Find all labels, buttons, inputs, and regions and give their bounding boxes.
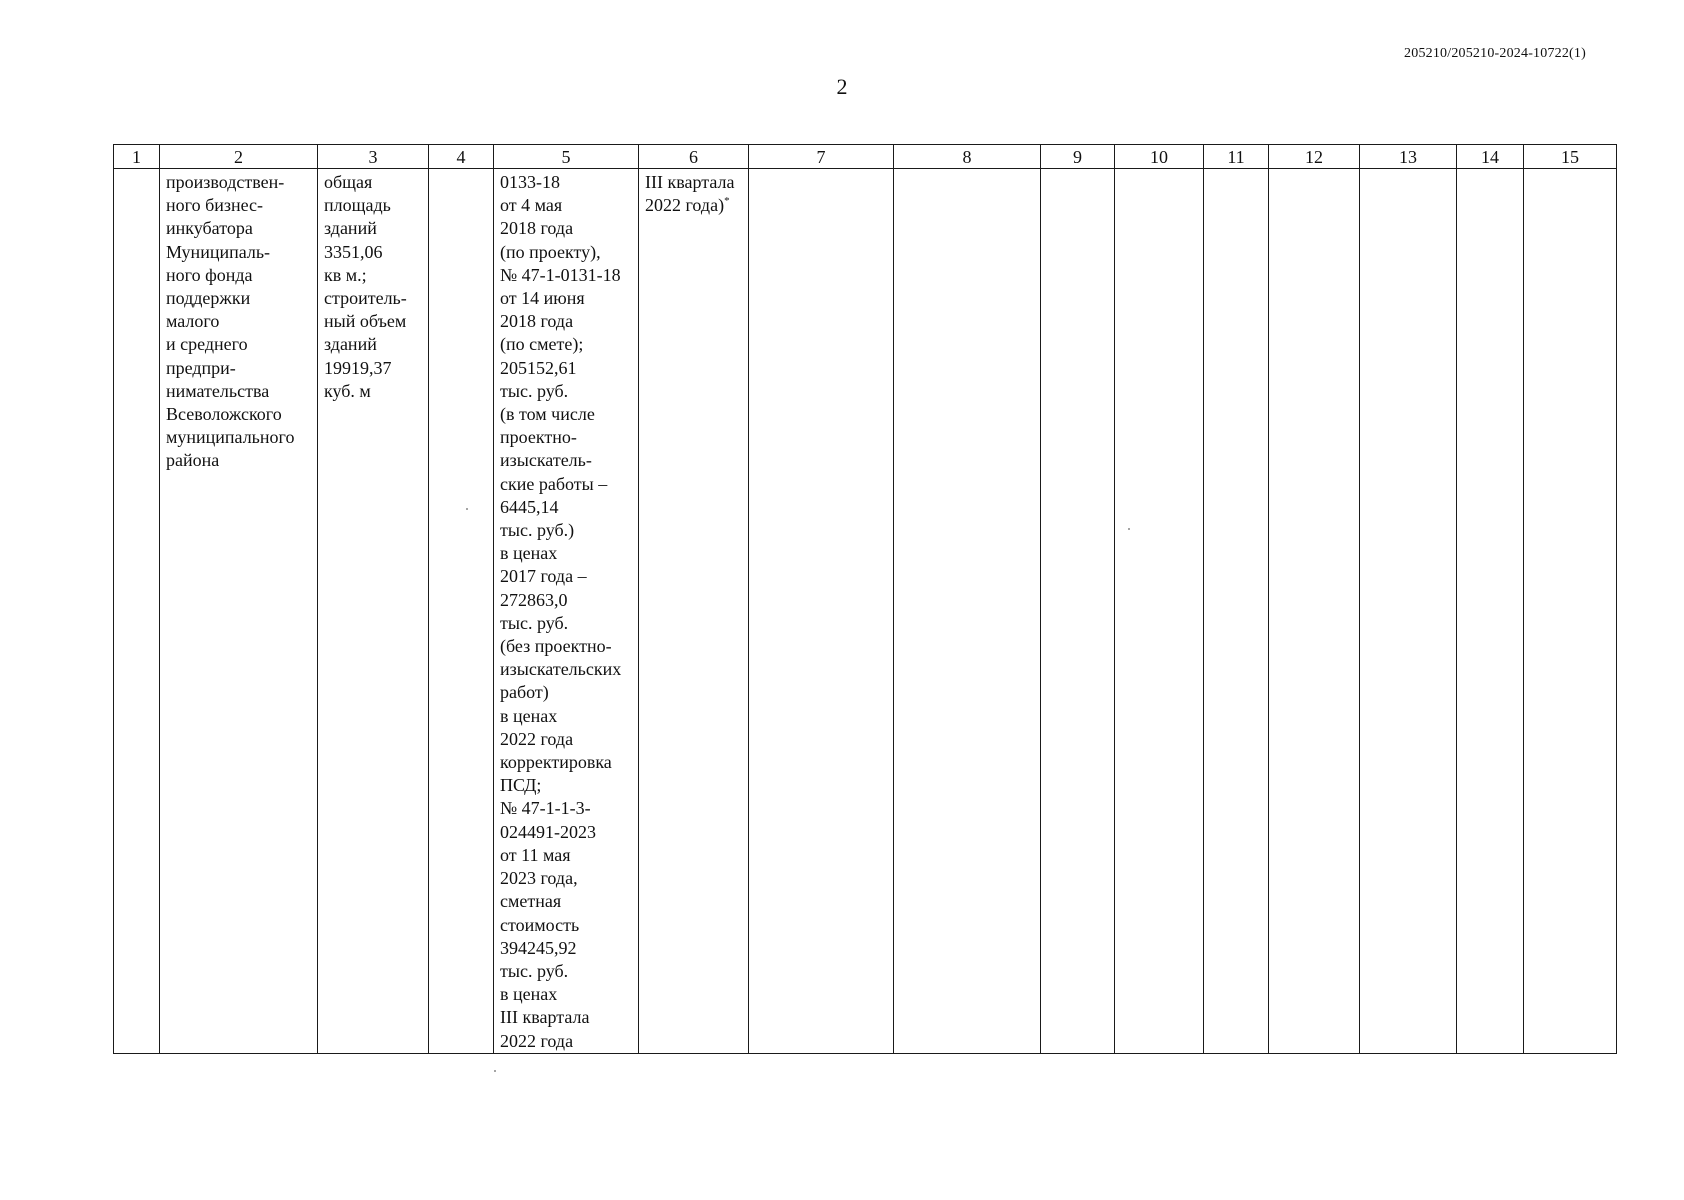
text-line: производствен- <box>166 172 285 192</box>
text-line: от 11 мая <box>500 844 571 865</box>
footnote-mark: * <box>724 195 730 208</box>
text-line: муниципального <box>166 427 295 448</box>
text-line: тыс. руб. <box>500 612 569 633</box>
scan-speck <box>1128 528 1130 530</box>
cell-col-3 <box>318 169 429 1054</box>
text-line: № 47-1-0131-18 <box>500 264 621 285</box>
text-line: от 4 мая <box>500 195 563 216</box>
column-header-2: 2 <box>160 145 318 169</box>
column-header-13: 13 <box>1360 145 1457 169</box>
text-line: тыс. руб. <box>500 960 569 981</box>
text-line: ские работы – <box>500 473 608 494</box>
capacity-text <box>318 169 428 403</box>
text-line: 3351,06 <box>324 241 383 262</box>
text-line: Всеволожского <box>166 404 282 425</box>
period-line-1: III квартала <box>645 172 735 192</box>
text-line: корректировка <box>500 752 612 773</box>
cell-col-10 <box>1115 169 1204 1054</box>
text-line: инкубатора <box>166 218 253 239</box>
expertise-cost-text <box>494 169 638 1053</box>
text-line: проектно- <box>500 427 577 448</box>
text-line: работ) <box>500 682 549 703</box>
cell-col-8 <box>894 169 1041 1054</box>
text-line: зданий <box>324 334 377 355</box>
text-line: 2018 года <box>500 218 574 239</box>
text-line: тыс. руб. <box>500 380 569 401</box>
column-header-5: 5 <box>494 145 639 169</box>
column-header-10: 10 <box>1115 145 1204 169</box>
column-header-3: 3 <box>318 145 429 169</box>
cell-col-15 <box>1524 169 1617 1054</box>
text-line: ного бизнес- <box>166 195 264 216</box>
text-line: (в том числе <box>500 404 595 425</box>
text-line: 6445,14 <box>500 496 559 517</box>
text-line: ПСД; <box>500 775 542 796</box>
column-header-11: 11 <box>1204 145 1269 169</box>
text-line: и среднего <box>166 334 248 355</box>
column-header-14: 14 <box>1457 145 1524 169</box>
object-name-text <box>160 169 317 473</box>
cell-col-4 <box>429 169 494 1054</box>
column-header-8: 8 <box>894 145 1041 169</box>
cell-col-12 <box>1269 169 1360 1054</box>
text-line: поддержки <box>166 288 251 309</box>
text-line: (по проекту), <box>500 241 601 262</box>
column-header-7: 7 <box>749 145 894 169</box>
text-line: в ценах <box>500 543 558 564</box>
period-line-2 <box>645 194 748 217</box>
text-line: района <box>166 450 220 471</box>
text-line: 205152,61 <box>500 357 577 378</box>
scan-speck <box>466 508 468 510</box>
column-header-12: 12 <box>1269 145 1360 169</box>
text-line: 0133-18 <box>500 172 560 192</box>
text-line: (по смете); <box>500 334 584 355</box>
cell-col-6 <box>639 169 749 1054</box>
text-line: ный объем <box>324 311 407 332</box>
cell-col-9 <box>1041 169 1115 1054</box>
cell-col-14 <box>1457 169 1524 1054</box>
text-line: сметная <box>500 891 562 912</box>
text-line: изыскательских <box>500 659 622 680</box>
text-line: III квартала <box>500 1007 590 1028</box>
text-line: (без проектно- <box>500 636 612 657</box>
text-line: 2023 года, <box>500 868 578 889</box>
scan-speck <box>494 1070 496 1072</box>
column-header-9: 9 <box>1041 145 1115 169</box>
text-line: в ценах <box>500 984 558 1005</box>
text-line: от 14 июня <box>500 288 585 309</box>
text-line: 394245,92 <box>500 937 577 958</box>
table-row <box>114 169 1617 1054</box>
text-line: изыскатель- <box>500 450 592 471</box>
column-header-4: 4 <box>429 145 494 169</box>
text-line: № 47-1-1-3- <box>500 798 591 819</box>
cell-col-5 <box>494 169 639 1054</box>
period-text <box>639 169 748 217</box>
column-header-6: 6 <box>639 145 749 169</box>
text-line: стоимость <box>500 914 580 935</box>
cell-col-1 <box>114 169 160 1054</box>
text-line: 272863,0 <box>500 589 568 610</box>
column-header-1: 1 <box>114 145 160 169</box>
text-line: строитель- <box>324 288 407 309</box>
cell-col-11 <box>1204 169 1269 1054</box>
cell-col-7 <box>749 169 894 1054</box>
text-line: 024491-2023 <box>500 821 596 842</box>
text-line: тыс. руб.) <box>500 520 575 541</box>
text-line: куб. м <box>324 380 371 401</box>
text-line: малого <box>166 311 220 332</box>
page-number: 2 <box>836 74 848 99</box>
text-line: нимательства <box>166 380 270 401</box>
text-line: 2022 года <box>500 1030 574 1051</box>
text-line: площадь <box>324 195 391 216</box>
text-line: 19919,37 <box>324 357 392 378</box>
data-table <box>113 144 1617 1054</box>
column-number-row <box>114 145 1617 169</box>
text-line: в ценах <box>500 705 558 726</box>
document-id: 205210/205210-2024-10722(1) <box>1404 46 1586 61</box>
cell-col-13 <box>1360 169 1457 1054</box>
text-line: общая <box>324 172 373 192</box>
period-line-2-text: 2022 года) <box>645 195 725 216</box>
column-header-15: 15 <box>1524 145 1617 169</box>
text-line: зданий <box>324 218 377 239</box>
text-line: 2022 года <box>500 728 574 749</box>
text-line: Муниципаль- <box>166 241 271 262</box>
text-line: ного фонда <box>166 264 253 285</box>
text-line: кв м.; <box>324 264 367 285</box>
cell-col-2 <box>160 169 318 1054</box>
text-line: 2018 года <box>500 311 574 332</box>
text-line: 2017 года – <box>500 566 587 587</box>
text-line: предпри- <box>166 357 236 378</box>
